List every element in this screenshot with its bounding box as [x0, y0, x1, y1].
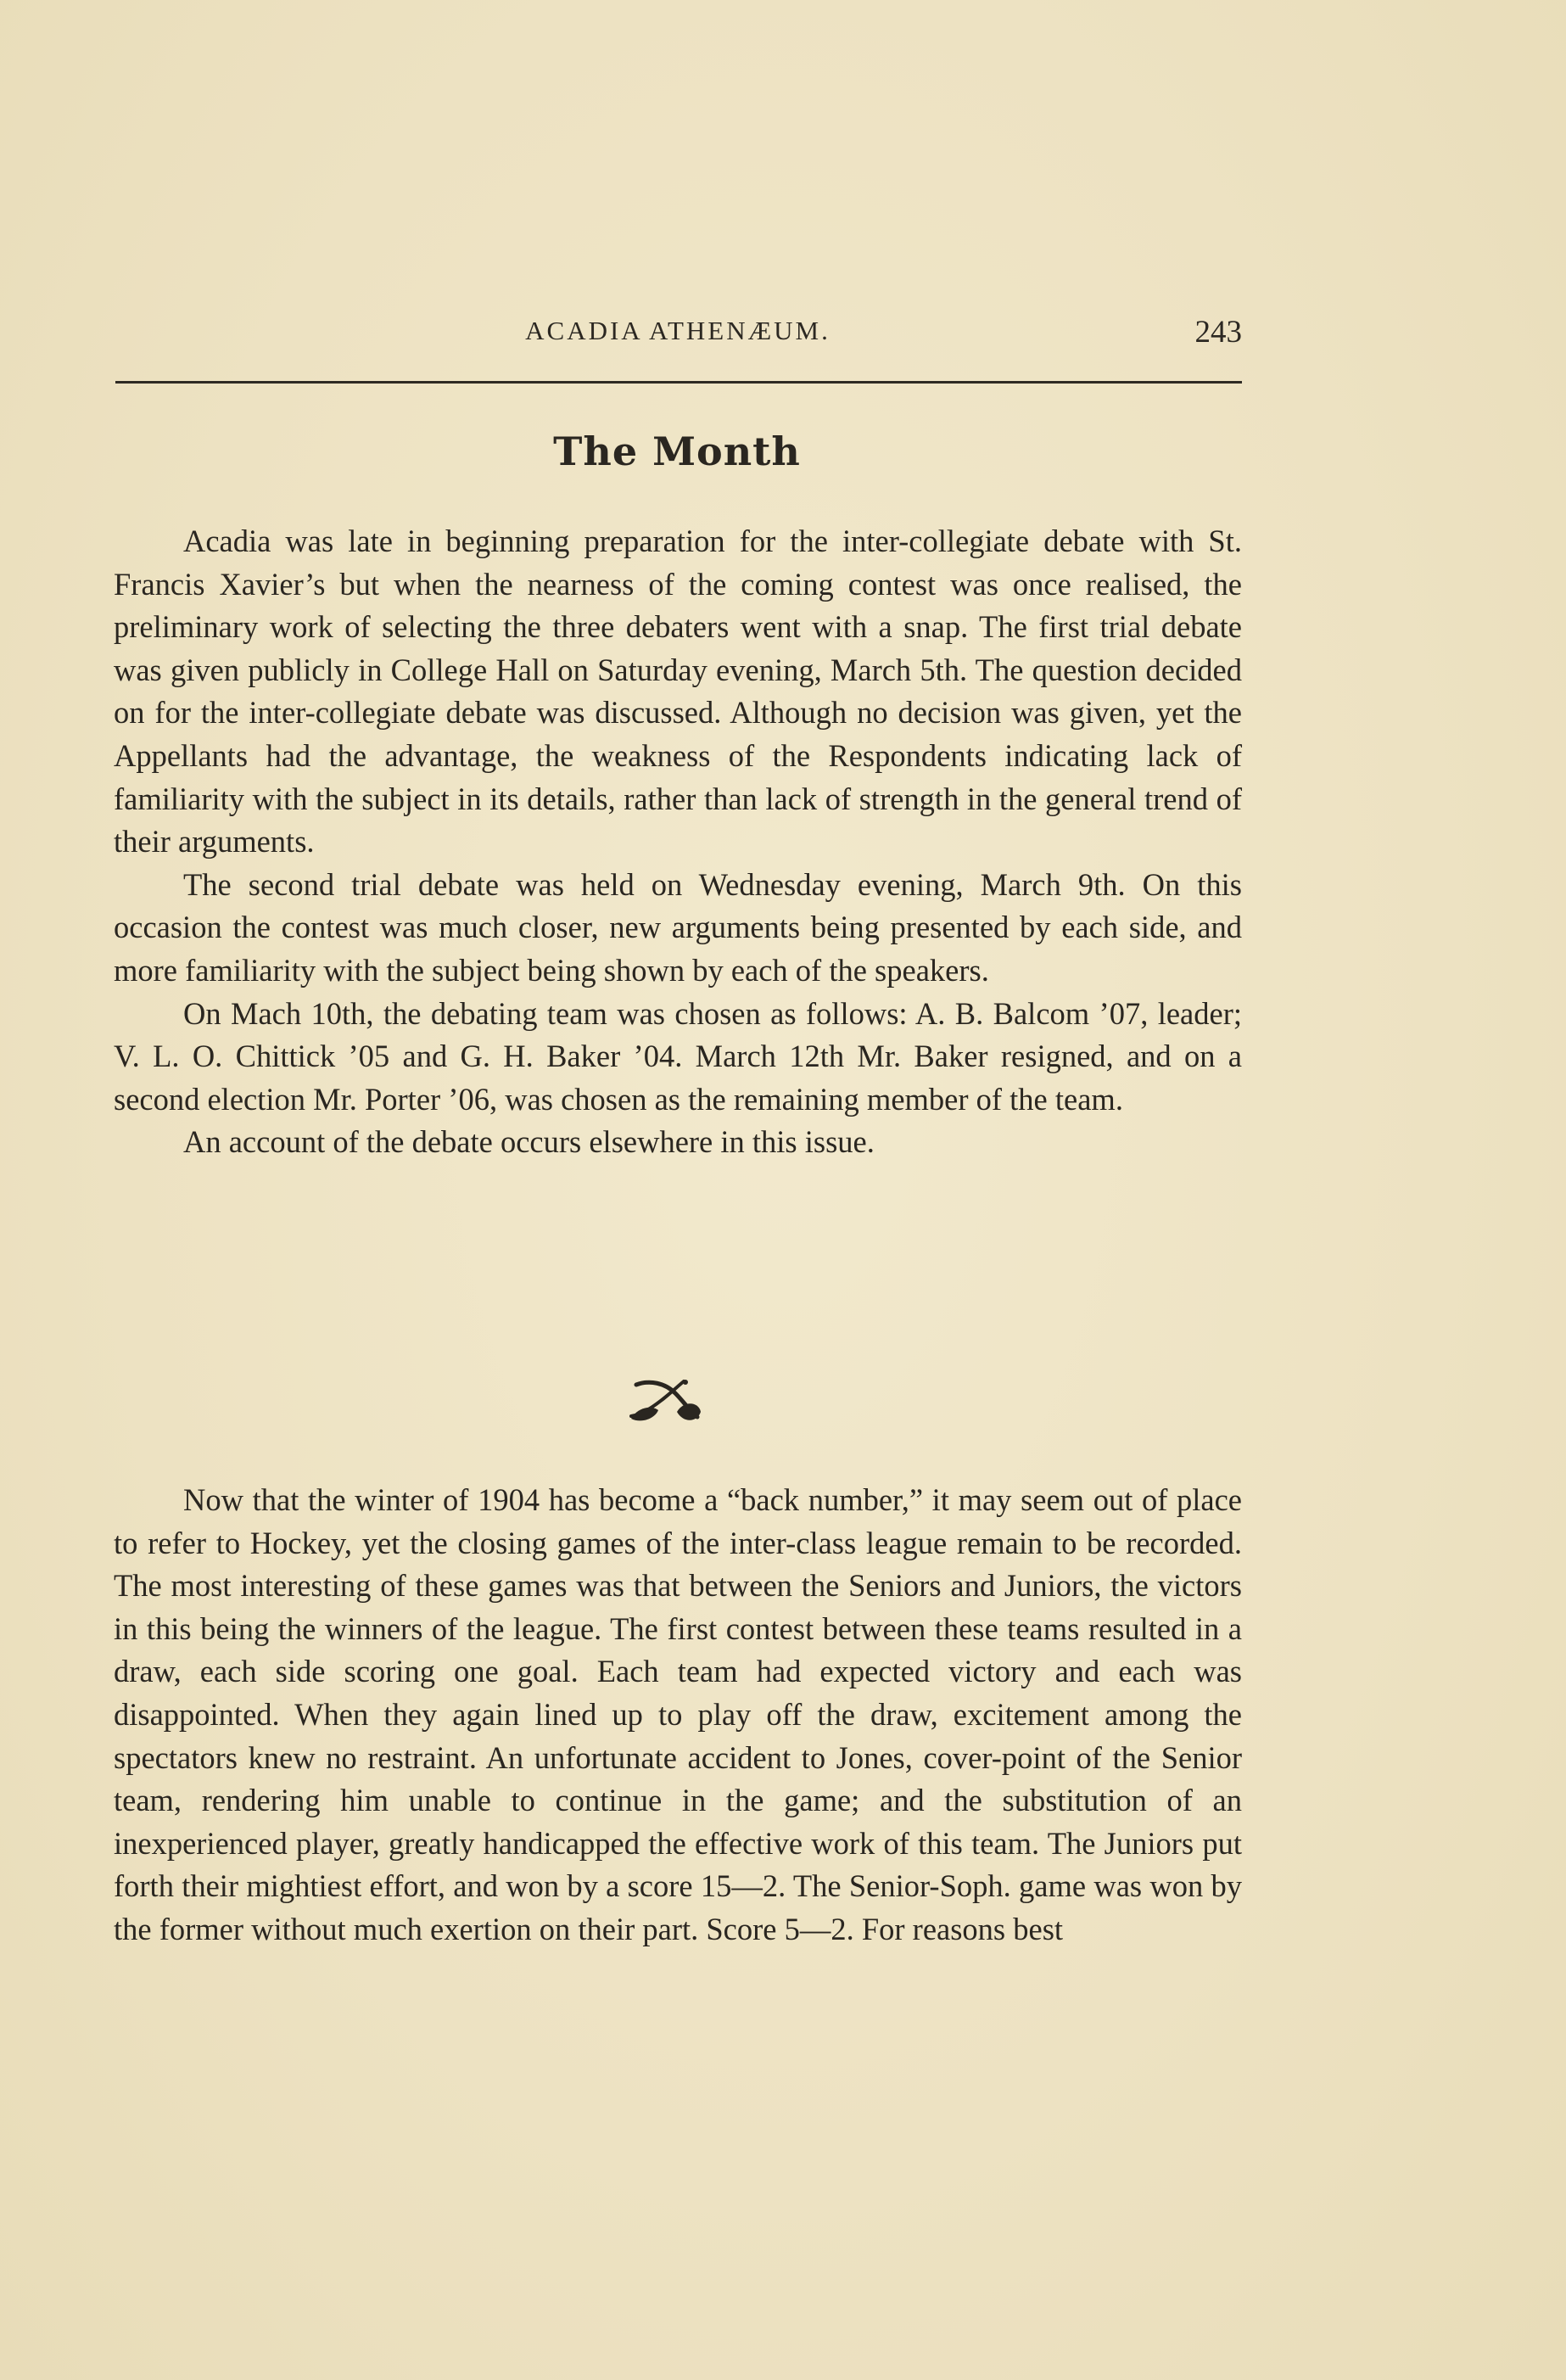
article-body-part-1 [114, 520, 1242, 1164]
page-number: 243 [1194, 315, 1242, 350]
article-body-part-2 [114, 1479, 1242, 1952]
paragraph: An account of the debate occurs elsewhere in this issue. [183, 1124, 875, 1160]
paragraph: The second trial debate was held on Wednesday evening, March 9th. On this occasion the contest was much closer, new arguments being presented by each side, and more familiarity with the subject being shown by each of the speakers. [114, 866, 1242, 988]
paragraph: Acadia was late in beginning preparation for the inter-collegiate debate with St. Francis Xavier’s but when the nearness of the coming contest was once realised, the preliminary work of selecting the three debaters went with a snap. The first trial debate was given publicly in College Hall on Saturday evening, March 5th. The question decided on for the inter-collegiate debate was discussed. Although no decision was given, yet the Appellants had the advantage, the weakness of the Respondents indicating lack of familiarity with the subject in its details, rather than lack of strength in the general trend of their arguments. [114, 524, 1242, 860]
paragraph: On Mach 10th, the debating team was chosen as follows: A. B. Balcom ’07, leader; V. L. O. Chittick ’05 and G. H. Baker ’04. March 12th Mr. Baker resigned, and on a second election Mr. Porter ’06, was chosen as the remaining member of the team. [114, 995, 1242, 1117]
fleuron-ornament-icon [624, 1375, 706, 1429]
journal-title: ACADIA ATHENÆUM. [525, 316, 831, 345]
section-title: The Month [553, 428, 801, 474]
header-rule [115, 381, 1242, 384]
paragraph: Now that the winter of 1904 has become a “back number,” it may seem out of place to refer to Hockey, yet the closing games of the inter-class league remain to be recorded. The most interesting of these games was that between the Seniors and Juniors, the victors in this being the winners of the league. The first contest between these teams resulted in a draw, each side scoring one goal. Each team had expected victory and each was disappointed. When they again lined up to play off the draw, excitement among the spectators knew no restraint. An unfortunate accident to Jones, cover-point of the Senior team, rendering him unable to continue in the game; and the substitution of an inexperienced player, greatly handicapped the effective work of this team. The Juniors put forth their mightiest effort, and won by a score 15—2. The Senior-Soph. game was won by the former without much exertion on their part. Score 5—2. For reasons best [114, 1482, 1242, 1946]
running-header [114, 316, 1242, 358]
